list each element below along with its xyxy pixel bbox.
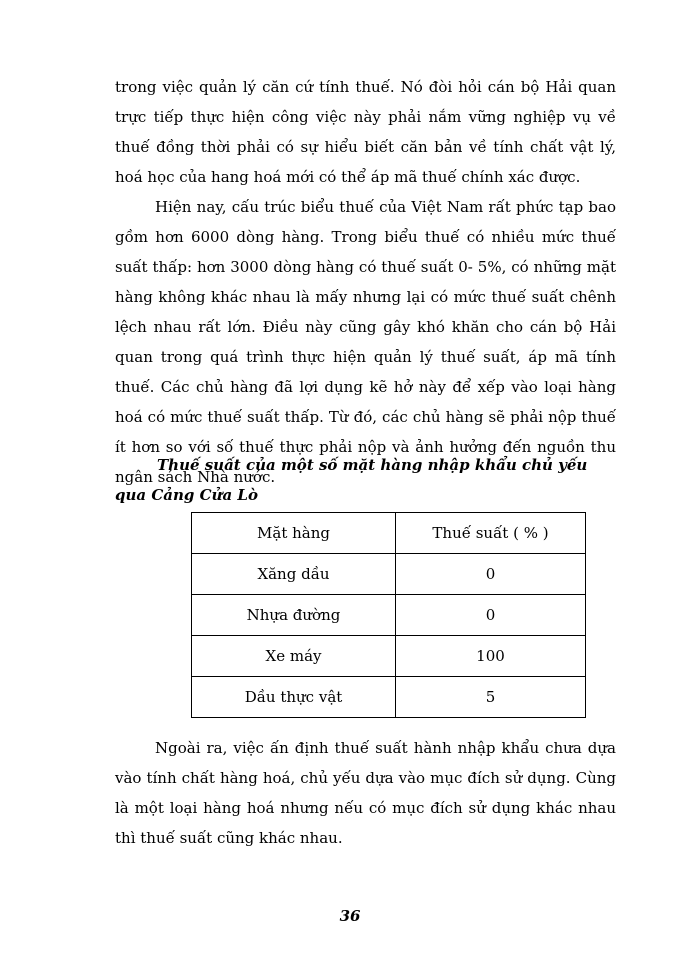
item-cell: Dầu thực vật xyxy=(192,677,396,718)
tax-rate-table xyxy=(191,512,586,718)
table-caption: Thuế suất của một số mặt hàng nhập khẩu chủ yếu qua Cảng Cửa Lò xyxy=(115,456,588,504)
paragraph-tax-rate-assignment: Ngoài ra, việc ấn định thuế suất hành nhập khẩu chưa dựa vào tính chất hàng hoá, chủ yếu dựa vào mục đích sử dụng. Cùng là một loại hàng hoá nhưng nếu có mục đích sử dụng khác nhau thì thuế suất cũng khác nhau. xyxy=(115,739,616,847)
table-header-row xyxy=(192,513,586,554)
table-row xyxy=(192,595,586,636)
paragraph-customs-tax-basis: trong việc quản lý căn cứ tính thuế. Nó đòi hỏi cán bộ Hải quan trực tiếp thực hiện công việc này phải nắm vững nghiệp vụ về thuế đồng thời phải có sự hiểu biết căn bản về tính chất vật lý, hoá học của hang hoá mới có thể áp mã thuế chính xác được. xyxy=(115,78,616,186)
table-row xyxy=(192,636,586,677)
column-header-item: Mặt hàng xyxy=(192,513,396,554)
tax-rate-cell: 0 xyxy=(396,554,586,595)
paragraph-tariff-structure: Hiện nay, cấu trúc biểu thuế của Việt Nam rất phức tạp bao gồm hơn 6000 dòng hàng. Trong biểu thuế có nhiều mức thuế suất thấp: hơn 3000 dòng hàng có thuế suất 0- 5%, có những mặt hàng không khác nhau là mấy nhưng lại có mức thuế suất chênh lệch nhau rất lớn. Điều này cũng gây khó khăn cho cán bộ Hải quan trong quá trình thực hiện quản lý thuế suất, áp mã tính thuế. Các chủ hàng đã lợi dụng kẽ hở này để xếp vào loại hàng hoá có mức thuế suất thấp. Từ đó, các chủ hàng sẽ phải nộp thuế ít hơn so với số thuế thực phải nộp và ảnh hưởng đến nguồn thu ngân sách Nhà nước. xyxy=(115,198,616,486)
item-cell: Xăng dầu xyxy=(192,554,396,595)
tax-rate-cell: 100 xyxy=(396,636,586,677)
tax-rate-cell: 5 xyxy=(396,677,586,718)
item-cell: Xe máy xyxy=(192,636,396,677)
table-row xyxy=(192,554,586,595)
table-row xyxy=(192,677,586,718)
column-header-tax-rate: Thuế suất ( % ) xyxy=(396,513,586,554)
tax-rate-cell: 0 xyxy=(396,595,586,636)
page-number: 36 xyxy=(339,907,361,925)
item-cell: Nhựa đường xyxy=(192,595,396,636)
